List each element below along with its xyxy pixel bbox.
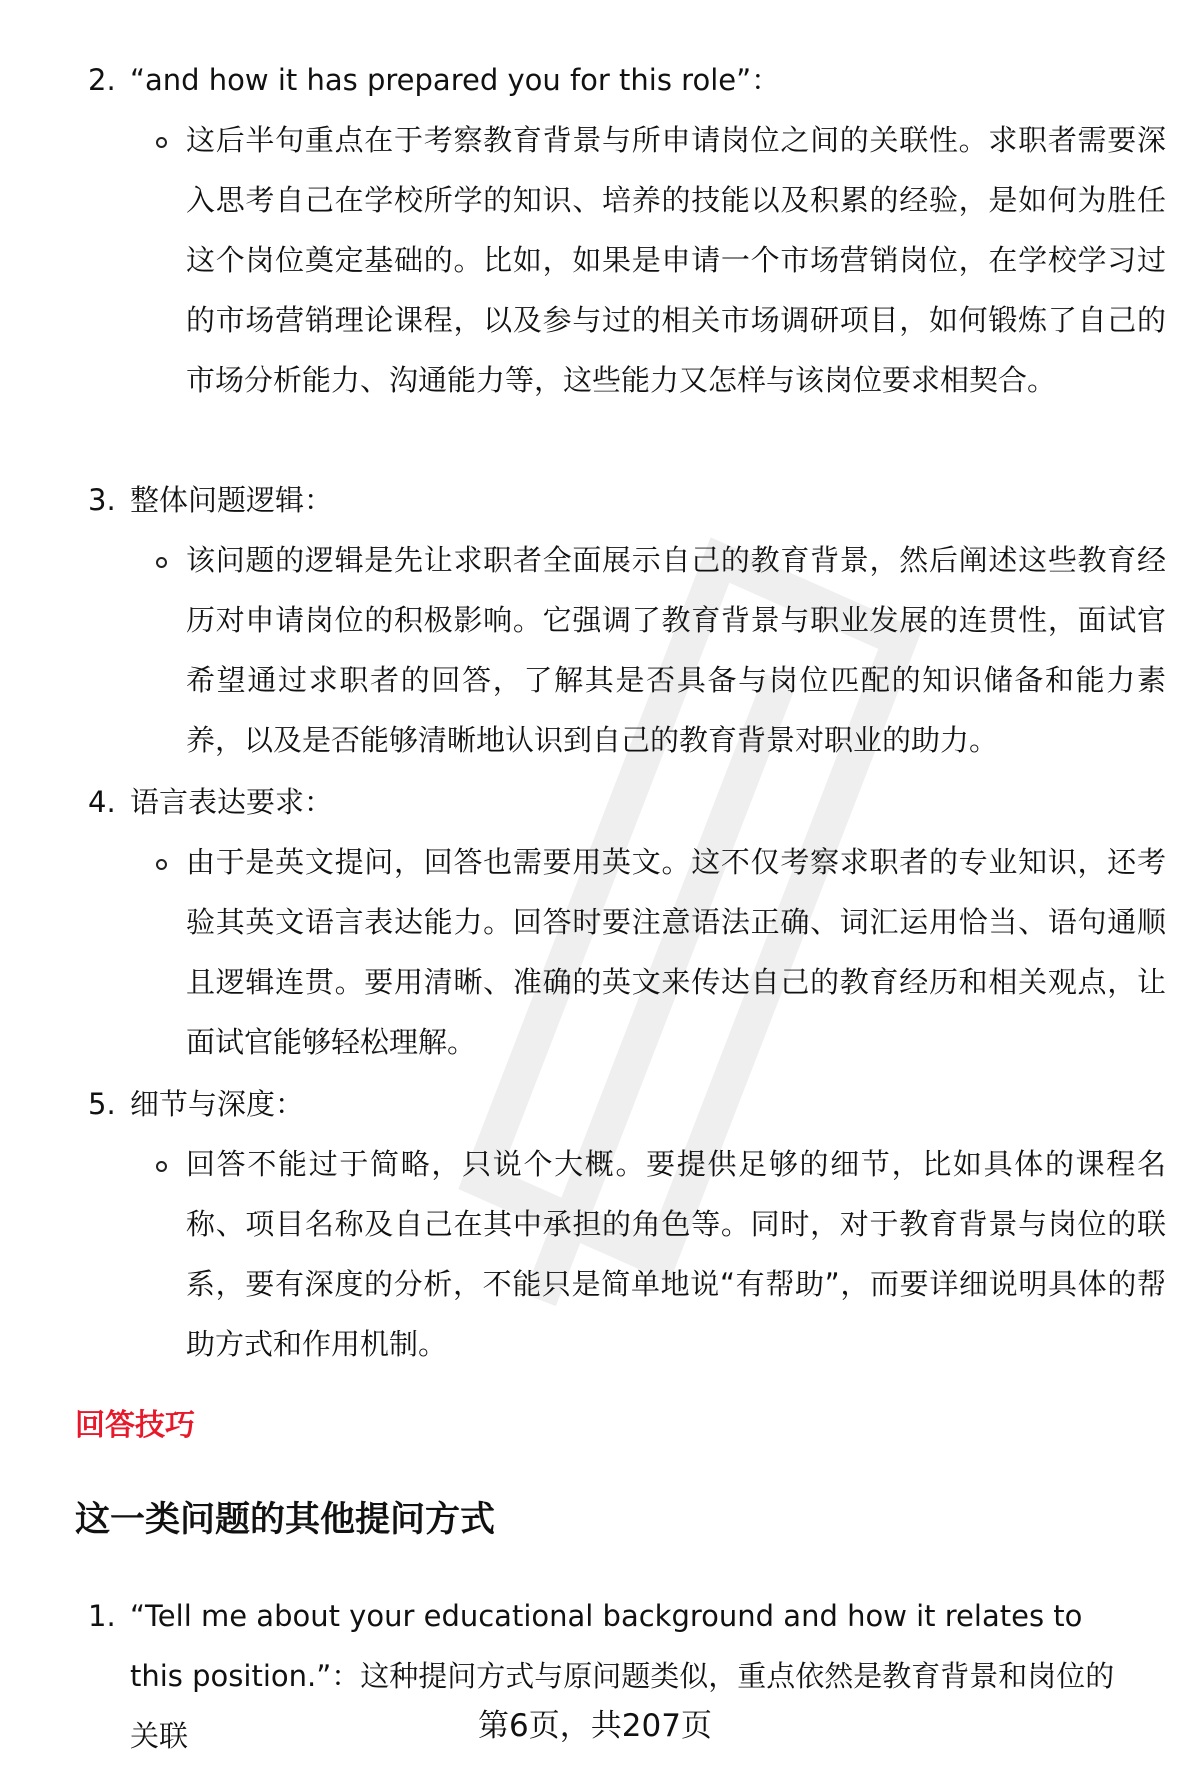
page-footer: 第6页，共207页 <box>478 1708 712 1744</box>
list-item-4-heading <box>88 772 333 832</box>
list-number: 1. <box>88 1599 116 1633</box>
other-question-text: “Tell me about your educational background and how it relates to this position.”：这种提问方式与原问题类似，重点依然是教育背景和岗位的关联 <box>130 1599 1115 1753</box>
list-heading-text: 语言表达要求： <box>130 785 334 819</box>
list-item-2-bullet <box>156 110 1166 410</box>
bullet-text: 由于是英文提问，回答也需要用英文。这不仅考察求职者的专业知识，还考验其英文语言表达能力。回答时要注意语法正确、词汇运用恰当、语句通顺且逻辑连贯。要用清晰、准确的英文来传达自己的教育经历和相关观点，让面试官能够轻松理解。 <box>186 845 1166 1059</box>
list-heading-text: 细节与深度： <box>130 1087 305 1121</box>
list-number: 2. <box>88 63 116 97</box>
list-item-5-bullet <box>156 1134 1166 1374</box>
bullet-text: 回答不能过于简略，只说个大概。要提供足够的细节，比如具体的课程名称、项目名称及自己在其中承担的角色等。同时，对于教育背景与岗位的联系，要有深度的分析，不能只是简单地说“有帮助”，而要详细说明具体的帮助方式和作用机制。 <box>186 1147 1166 1361</box>
bullet-circle-icon <box>156 137 167 148</box>
bullet-circle-icon <box>156 1161 167 1172</box>
list-number: 4. <box>88 785 116 819</box>
list-item-3-heading <box>88 470 333 530</box>
bullet-text: 这后半句重点在于考察教育背景与所申请岗位之间的关联性。求职者需要深入思考自己在学校所学的知识、培养的技能以及积累的经验，是如何为胜任这个岗位奠定基础的。比如，如果是申请一个市场营销岗位，在学校学习过的市场营销理论课程，以及参与过的相关市场调研项目，如何锻炼了自己的市场分析能力、沟通能力等，这些能力又怎样与该岗位要求相契合。 <box>186 123 1166 397</box>
list-item-3-bullet <box>156 530 1166 770</box>
answer-tips-heading: 回答技巧 <box>75 1408 195 1443</box>
list-heading-text: 整体问题逻辑： <box>130 483 334 517</box>
list-item-2-heading <box>88 50 780 110</box>
list-heading-text: “and how it has prepared you for this role”： <box>130 63 781 97</box>
list-item-4-bullet <box>156 832 1166 1072</box>
list-number: 5. <box>88 1087 116 1121</box>
bullet-circle-icon <box>156 557 167 568</box>
bullet-text: 该问题的逻辑是先让求职者全面展示自己的教育背景，然后阐述这些教育经历对申请岗位的积极影响。它强调了教育背景与职业发展的连贯性，面试官希望通过求职者的回答，了解其是否具备与岗位匹配的知识储备和能力素养，以及是否能够清晰地认识到自己的教育背景对职业的助力。 <box>186 543 1166 757</box>
bullet-circle-icon <box>156 859 167 870</box>
list-item-5-heading <box>88 1074 304 1134</box>
other-questions-heading: 这一类问题的其他提问方式 <box>75 1500 496 1540</box>
list-number: 3. <box>88 483 116 517</box>
